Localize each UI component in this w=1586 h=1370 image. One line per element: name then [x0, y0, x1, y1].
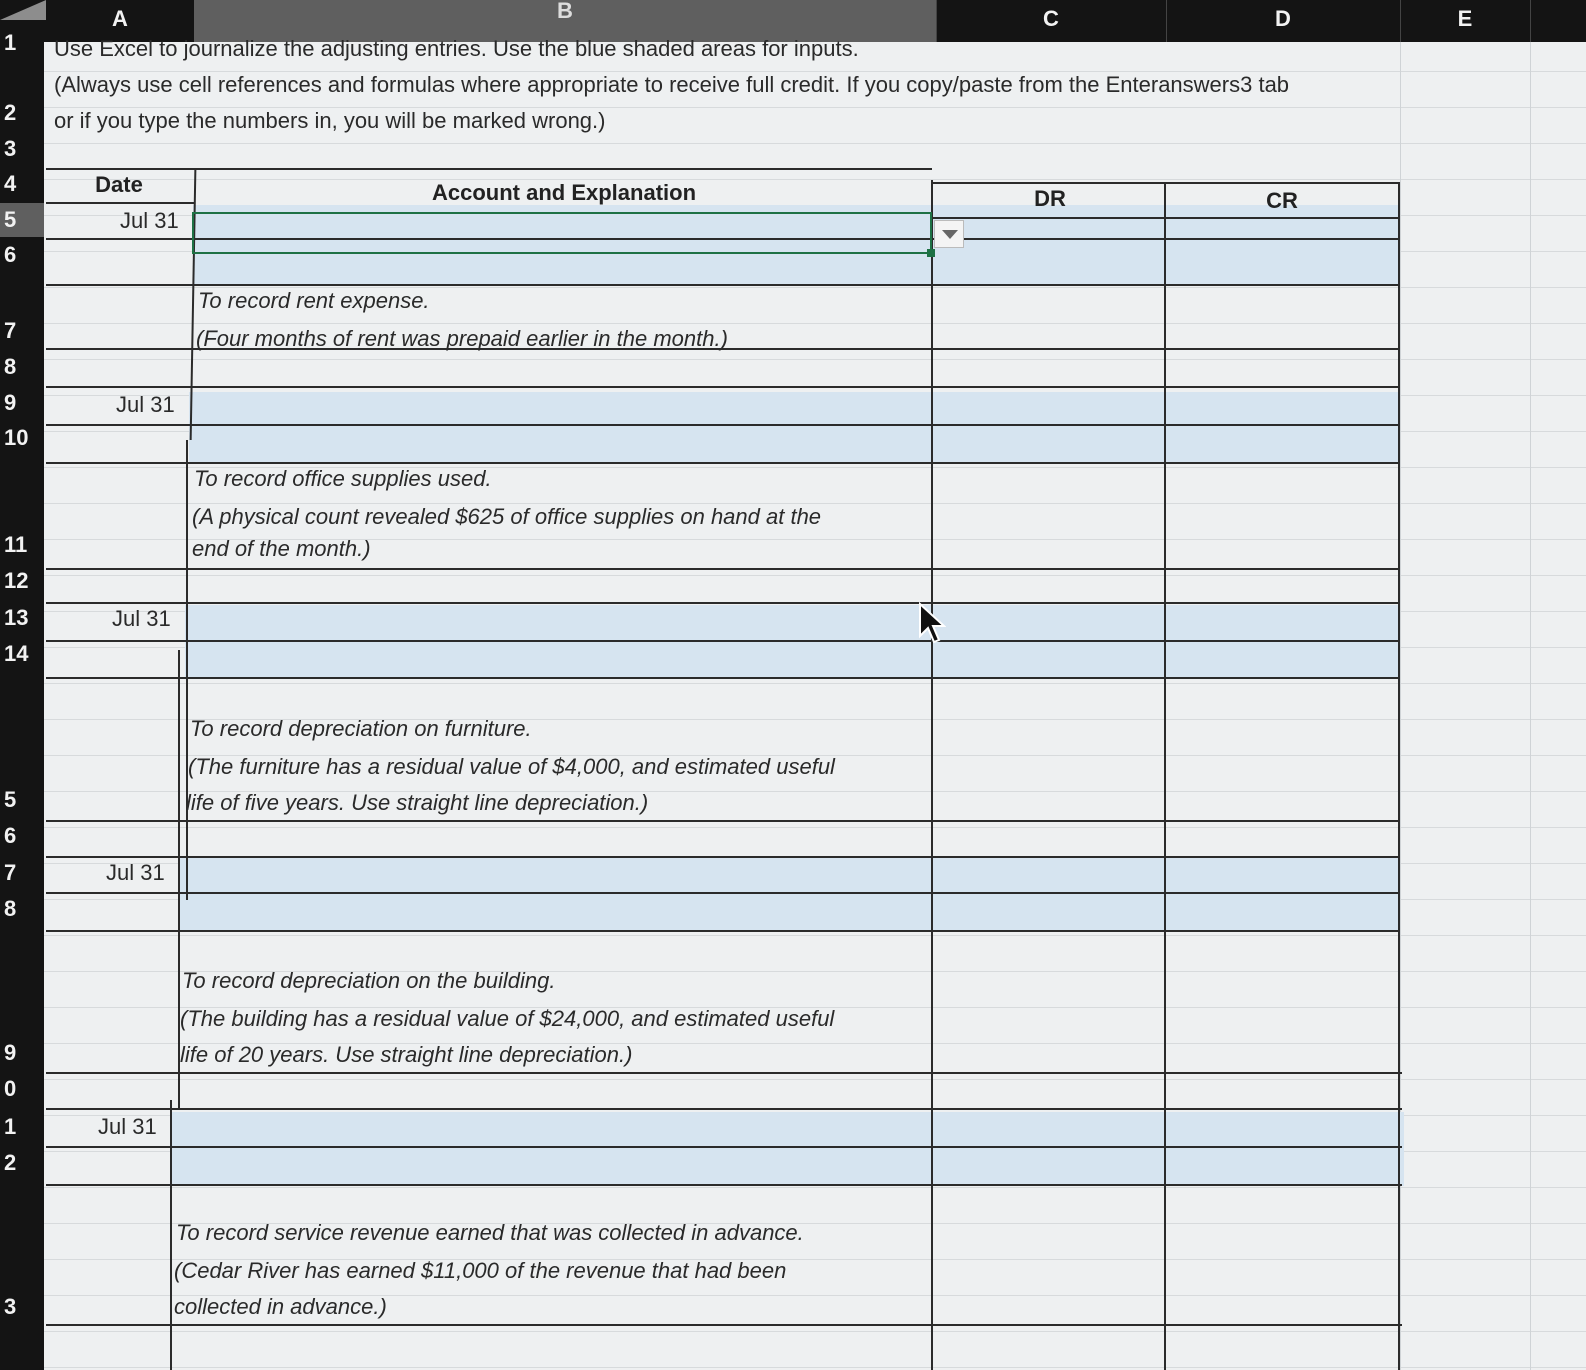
row-number: 1 — [4, 30, 17, 55]
border-line — [186, 440, 188, 900]
row-header[interactable] — [0, 1072, 44, 1106]
entry-date: Jul 31 — [120, 208, 179, 233]
border-line — [46, 856, 1400, 858]
instruction-line-2: (Always use cell references and formulas where appropriate to receive full credit. If you copy/paste from the Enteranswers3 tab — [54, 72, 1290, 97]
dropdown-arrow-icon[interactable] — [934, 220, 964, 248]
row-number: 6 — [4, 242, 17, 267]
row-number: 5 — [4, 207, 17, 232]
row-header[interactable] — [0, 314, 44, 348]
border-line — [46, 568, 1400, 570]
row-header[interactable] — [0, 350, 44, 384]
input-area-entry-5[interactable] — [172, 1112, 1404, 1186]
column-label: D — [1275, 6, 1291, 31]
row-header[interactable] — [0, 601, 44, 635]
row-header[interactable] — [0, 783, 44, 817]
row-header[interactable] — [0, 1290, 44, 1324]
row-header[interactable] — [0, 386, 44, 420]
entry-description: (The building has a residual value of $24,000, and estimated useful — [180, 1006, 835, 1031]
border-line — [1398, 184, 1400, 1370]
input-area-entry-4[interactable] — [178, 858, 1400, 932]
row-header[interactable] — [0, 564, 44, 598]
entry-date: Jul 31 — [112, 606, 171, 631]
input-area-entry-3[interactable] — [185, 605, 1399, 679]
border-line — [46, 284, 1400, 286]
entry-description: (The furniture has a residual value of $4,000, and estimated useful — [188, 754, 835, 779]
row-number: 7 — [4, 860, 17, 885]
row-header[interactable] — [0, 421, 44, 455]
row-header[interactable] — [0, 528, 44, 562]
entry-description: (Four months of rent was prepaid earlier in the month.) — [196, 326, 728, 351]
entry-description: To record office supplies used. — [194, 466, 492, 491]
row-header[interactable] — [0, 892, 44, 926]
border-line — [1164, 184, 1166, 1370]
fill-handle[interactable] — [927, 249, 935, 257]
instruction-line-1: Use Excel to journalize the adjusting entries. Use the blue shaded areas for inputs. — [54, 36, 859, 61]
row-header[interactable] — [0, 1110, 44, 1144]
gridline — [1530, 42, 1531, 1370]
row-header[interactable] — [0, 167, 44, 201]
column-label: C — [1043, 6, 1059, 31]
row-number: 3 — [4, 1294, 17, 1319]
border-line — [46, 677, 1400, 679]
mouse-pointer-icon — [918, 602, 946, 644]
row-number: 6 — [4, 823, 17, 848]
row-number: 2 — [4, 1150, 17, 1175]
row-header[interactable] — [0, 96, 44, 130]
row-number: 5 — [4, 787, 17, 812]
entry-description: end of the month.) — [192, 536, 371, 561]
row-header[interactable] — [0, 1036, 44, 1070]
border-line — [46, 930, 1400, 932]
entry-description: collected in advance.) — [174, 1294, 387, 1319]
border-line — [46, 1324, 1402, 1326]
entry-description: To record rent expense. — [198, 288, 430, 313]
border-line — [46, 1108, 1402, 1110]
column-label: B — [557, 0, 573, 23]
header-account-explanation: Account and Explanation — [431, 180, 697, 205]
row-number: 11 — [4, 532, 28, 557]
border-line — [46, 1072, 1402, 1074]
instruction-line-3: or if you type the numbers in, you will be marked wrong.) — [54, 108, 606, 133]
row-header[interactable] — [0, 856, 44, 890]
row-header[interactable] — [0, 1146, 44, 1180]
entry-description: (A physical count revealed $625 of office supplies on hand at the — [192, 504, 822, 529]
entry-date: Jul 31 — [98, 1114, 157, 1139]
row-number: 3 — [4, 136, 17, 161]
row-header[interactable] — [0, 819, 44, 853]
entry-description: life of five years. Use straight line depreciation.) — [186, 790, 649, 815]
row-header[interactable] — [0, 637, 44, 671]
entry-description: To record depreciation on furniture. — [190, 716, 532, 741]
entry-description: life of 20 years. Use straight line depreciation.) — [180, 1042, 633, 1067]
column-header-e[interactable] — [1400, 0, 1531, 42]
header-dr: DR — [1034, 186, 1066, 211]
row-header[interactable] — [0, 203, 44, 237]
row-number: 9 — [4, 1040, 17, 1065]
row-header[interactable] — [0, 132, 44, 166]
active-cell-selection[interactable] — [192, 212, 932, 254]
border-line — [46, 820, 1400, 822]
row-number: 10 — [4, 425, 29, 450]
row-number: 8 — [4, 896, 17, 921]
border-line — [931, 180, 933, 1370]
row-number: 9 — [4, 390, 17, 415]
row-number: 0 — [4, 1076, 17, 1101]
column-header-c[interactable] — [936, 0, 1167, 42]
entry-description: (Cedar River has earned $11,000 of the revenue that had been — [174, 1258, 787, 1283]
row-number: 12 — [4, 568, 29, 593]
row-number: 2 — [4, 100, 17, 125]
border-line — [46, 1146, 1402, 1148]
row-number: 8 — [4, 354, 17, 379]
row-header[interactable] — [0, 26, 44, 60]
border-line — [46, 462, 1400, 464]
entry-description: To record service revenue earned that was collected in advance. — [176, 1220, 804, 1245]
row-number: 4 — [4, 171, 17, 196]
row-number: 14 — [4, 641, 29, 666]
row-number: 7 — [4, 318, 17, 343]
row-number: 1 — [4, 1114, 17, 1139]
border-line — [46, 424, 1400, 426]
border-line — [178, 650, 180, 1110]
border-line — [46, 1184, 1402, 1186]
column-label: A — [112, 6, 128, 31]
row-header[interactable] — [0, 238, 44, 272]
column-header-d[interactable] — [1166, 0, 1401, 42]
border-line — [46, 386, 1400, 388]
entry-description: To record depreciation on the building. — [182, 968, 556, 993]
row-number: 13 — [4, 605, 29, 630]
entry-date: Jul 31 — [106, 860, 165, 885]
border-line — [46, 202, 194, 204]
border-line — [46, 602, 1400, 604]
entry-date: Jul 31 — [116, 392, 175, 417]
input-area-entry-2[interactable] — [189, 392, 1399, 464]
column-label: E — [1457, 6, 1473, 31]
border-line — [932, 217, 1400, 219]
header-date: Date — [95, 172, 143, 197]
border-line — [170, 1100, 172, 1370]
header-cr: CR — [1266, 188, 1298, 213]
border-line — [932, 182, 1400, 184]
border-line — [46, 892, 1400, 894]
border-line — [46, 640, 1400, 642]
border-line — [46, 168, 932, 170]
